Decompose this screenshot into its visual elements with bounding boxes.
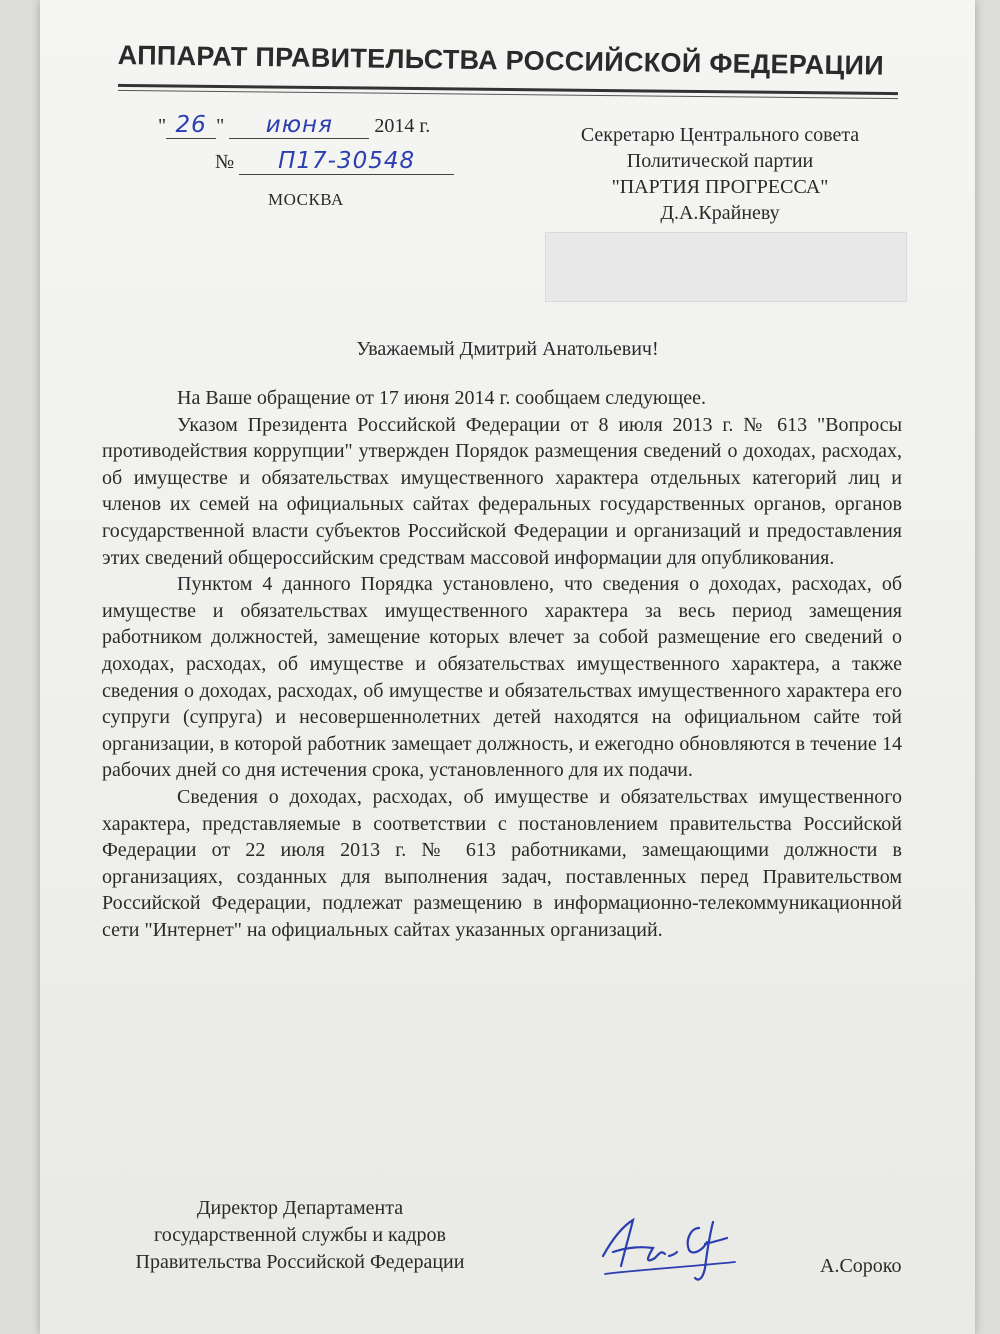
number-sign: № bbox=[215, 151, 235, 173]
signatory-title bbox=[90, 1195, 510, 1276]
letter-body bbox=[102, 385, 902, 943]
city-label: МОСКВА bbox=[268, 190, 344, 209]
greeting: Уважаемый Дмитрий Анатольевич! bbox=[356, 338, 659, 360]
date-day: 26 bbox=[166, 112, 216, 139]
body-paragraph: Пунктом 4 данного Порядка установлено, что сведения о доходах, расходах, об имуществе и обязательствах имущественного характера за весь период замещения работником должностей, замещение которых влечет за собой размещение его сведений о доходах, расходах, об имуществе и обязательствах имущественного характера, а также сведения о доходах, расходах, об имуществе и обязательствах имущественного характера его супруги (супруга) и несовершеннолетних детей находятся на официальном сайте той организации, в которой работник замещает должность, и ежегодно обновляются в течение 14 рабочих дней со дня истечения срока, установленного для их подачи. bbox=[102, 573, 902, 782]
date-line: " 26 " июня 2014 г. bbox=[158, 112, 431, 138]
recipient-block bbox=[520, 122, 920, 226]
signatory-title-line: государственной службы и кадров bbox=[154, 1224, 446, 1246]
signer-name: А.Сороко bbox=[820, 1255, 902, 1277]
signatory-title-line: Правительства Российской Федерации bbox=[135, 1251, 465, 1273]
redacted-area bbox=[545, 232, 907, 302]
handwritten-signature bbox=[595, 1208, 745, 1288]
document-number-line bbox=[215, 148, 454, 175]
recipient-line: Д.А.Крайневу bbox=[660, 202, 780, 224]
recipient-line: Политической партии bbox=[626, 150, 814, 172]
body-paragraph: Сведения о доходах, расходах, об имуществе и обязательствах имущественного характера, представляемые в соответствии с постановлением правительства Российской Федерации от 22 июля 2013 г. № 613 работниками, замещающими должности в организациях, созданных для выполнения задач, поставленных перед Правительством Российской Федерации, подлежат размещению в информационно-телекоммуникационной сети "Интернет" на официальных сайтах указанных организаций. bbox=[102, 785, 902, 941]
date-year: 2014 г. bbox=[374, 115, 431, 137]
date-month: июня bbox=[229, 112, 369, 139]
letter-page bbox=[40, 0, 975, 1334]
recipient-line: "ПАРТИЯ ПРОГРЕССА" bbox=[611, 176, 829, 198]
signatory-title-line: Директор Департамента bbox=[196, 1197, 404, 1219]
document-number: П17-30548 bbox=[239, 148, 454, 175]
recipient-line: Секретарю Центрального совета bbox=[580, 124, 860, 146]
body-paragraph: Указом Президента Российской Федерации от 8 июля 2013 г. № 613 "Вопросы противодействия коррупции" утвержден Порядок размещения сведений о доходах, расходах, об имуществе и обязательствах имущественного характера отдельных категорий лиц и членов их семей на официальных сайтах федеральных государственных органов, органов государственной власти субъектов Российской Федерации и организаций и предоставления этих сведений общероссийским средствам массовой информации для опубликования. bbox=[102, 413, 902, 569]
body-paragraph: На Ваше обращение от 17 июня 2014 г. сообщаем следующее. bbox=[177, 387, 707, 409]
letterhead-title: АППАРАТ ПРАВИТЕЛЬСТВА РОССИЙСКОЙ ФЕДЕРАЦИИ bbox=[117, 40, 885, 81]
